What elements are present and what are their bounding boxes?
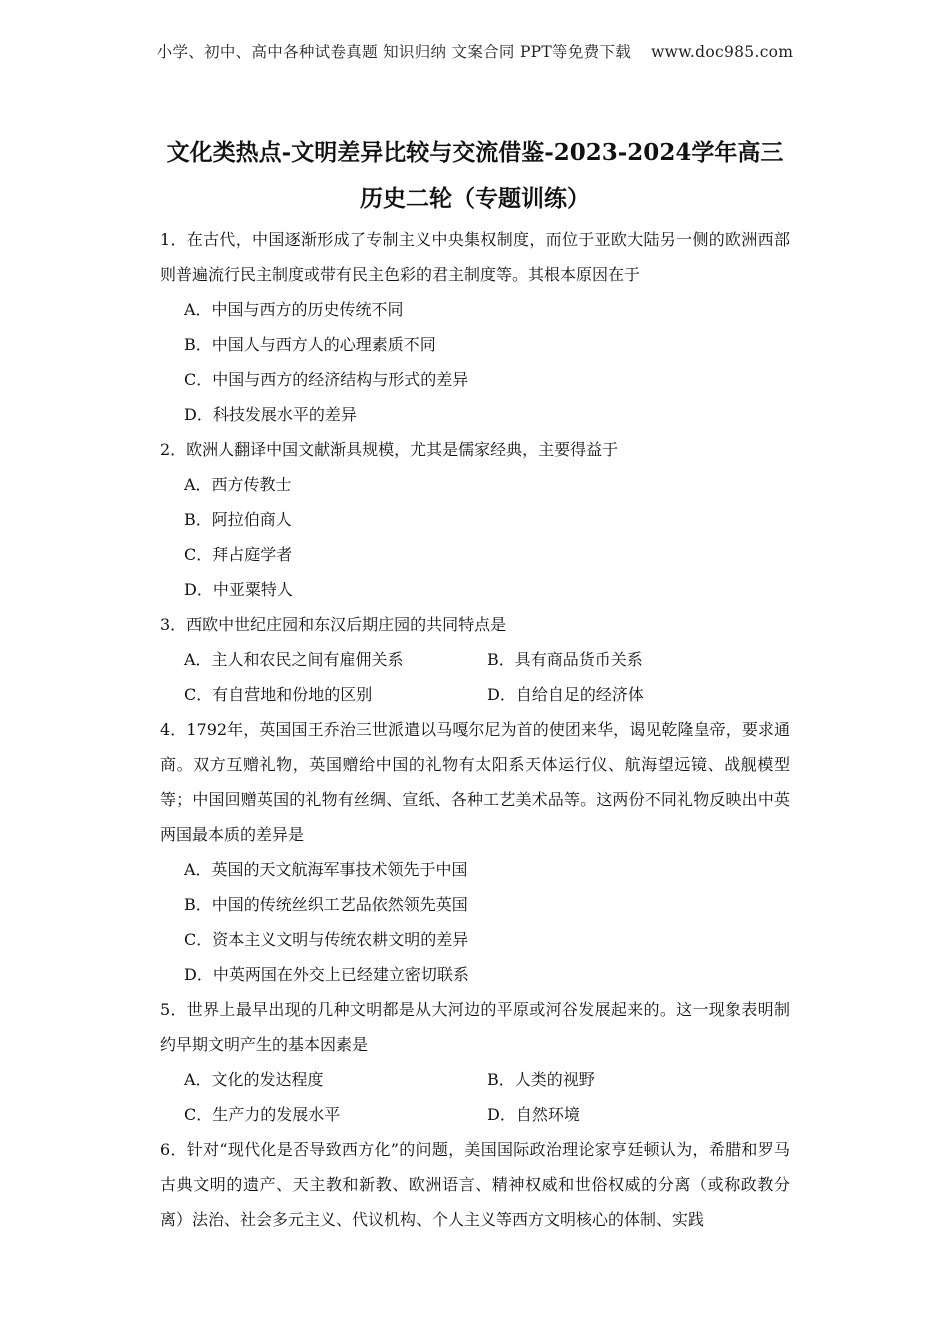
header-url: www.doc985.com	[651, 43, 794, 61]
question-3-option-b: B．具有商品货币关系	[487, 650, 643, 669]
question-2-option-c: C．拜占庭学者	[184, 545, 293, 564]
header-left-text: 小学、初中、高中各种试卷真题 知识归纳 文案合同 PPT等免费下载	[156, 43, 632, 61]
question-2-option-b: B．阿拉伯商人	[184, 510, 292, 529]
question-3-options-row-1	[160, 642, 790, 677]
question-2-option-a: A．西方传教士	[184, 475, 292, 494]
page-header	[0, 40, 950, 62]
question-3-option-c: C．有自营地和份地的区别	[184, 685, 373, 704]
question-5-option-b: B．人类的视野	[487, 1070, 595, 1089]
question-3-options-row-2	[160, 677, 790, 712]
question-4-stem: 4．1792年，英国国王乔治三世派遣以马嘎尔尼为首的使团来华，谒见乾隆皇帝，要求通商。双方互赠礼物，英国赠给中国的礼物有太阳系天体运行仪、航海望远镜、战舰模型等；中国回赠英国的礼物有丝绸、宣纸、各种工艺美术品等。这两份不同礼物反映出中英两国最本质的差异是	[160, 720, 790, 844]
question-5-option-c: C．生产力的发展水平	[184, 1105, 341, 1124]
question-list	[160, 222, 790, 1237]
question-3-option-d: D．自给自足的经济体	[487, 685, 644, 704]
question-4-option-d: D．中英两国在外交上已经建立密切联系	[184, 965, 469, 984]
question-4-option-a: A．英国的天文航海军事技术领先于中国	[184, 860, 468, 879]
question-5-stem: 5．世界上最早出现的几种文明都是从大河边的平原或河谷发展起来的。这一现象表明制约早期文明产生的基本因素是	[160, 1000, 790, 1054]
question-5-option-a: A．文化的发达程度	[184, 1070, 324, 1089]
question-1-option-b: B．中国人与西方人的心理素质不同	[184, 335, 436, 354]
question-2-stem: 2．欧洲人翻译中国文献渐具规模，尤其是儒家经典，主要得益于	[160, 440, 619, 459]
question-4-option-c: C．资本主义文明与传统农耕文明的差异	[184, 930, 469, 949]
question-1-option-c: C．中国与西方的经济结构与形式的差异	[184, 370, 469, 389]
document-title-line-1: 文化类热点-文明差异比较与交流借鉴-2023-2024学年高三	[166, 139, 784, 166]
question-1-option-a: A．中国与西方的历史传统不同	[184, 300, 404, 319]
question-5-option-d: D．自然环境	[487, 1105, 580, 1124]
question-4-option-b: B．中国的传统丝织工艺品依然领先英国	[184, 895, 468, 914]
document-title-line-2: 历史二轮（专题训练）	[360, 185, 590, 212]
question-3-stem: 3．西欧中世纪庄园和东汉后期庄园的共同特点是	[160, 615, 507, 634]
question-1-option-d: D．科技发展水平的差异	[184, 405, 357, 424]
question-5-options-row-2	[160, 1097, 790, 1132]
question-3-option-a: A．主人和农民之间有雇佣关系	[184, 650, 404, 669]
question-1-stem: 1．在古代，中国逐渐形成了专制主义中央集权制度，而位于亚欧大陆另一侧的欧洲西部则普遍流行民主制度或带有民主色彩的君主制度等。其根本原因在于	[160, 230, 790, 284]
question-6-stem: 6．针对“现代化是否导致西方化”的问题，美国国际政治理论家亨廷顿认为，希腊和罗马古典文明的遗产、天主教和新教、欧洲语言、精神权威和世俗权威的分离（或称政教分离）法治、社会多元主义、代议机构、个人主义等西方文明核心的体制、实践	[160, 1140, 790, 1229]
question-2-option-d: D．中亚粟特人	[184, 580, 293, 599]
question-5-options-row-1	[160, 1062, 790, 1097]
